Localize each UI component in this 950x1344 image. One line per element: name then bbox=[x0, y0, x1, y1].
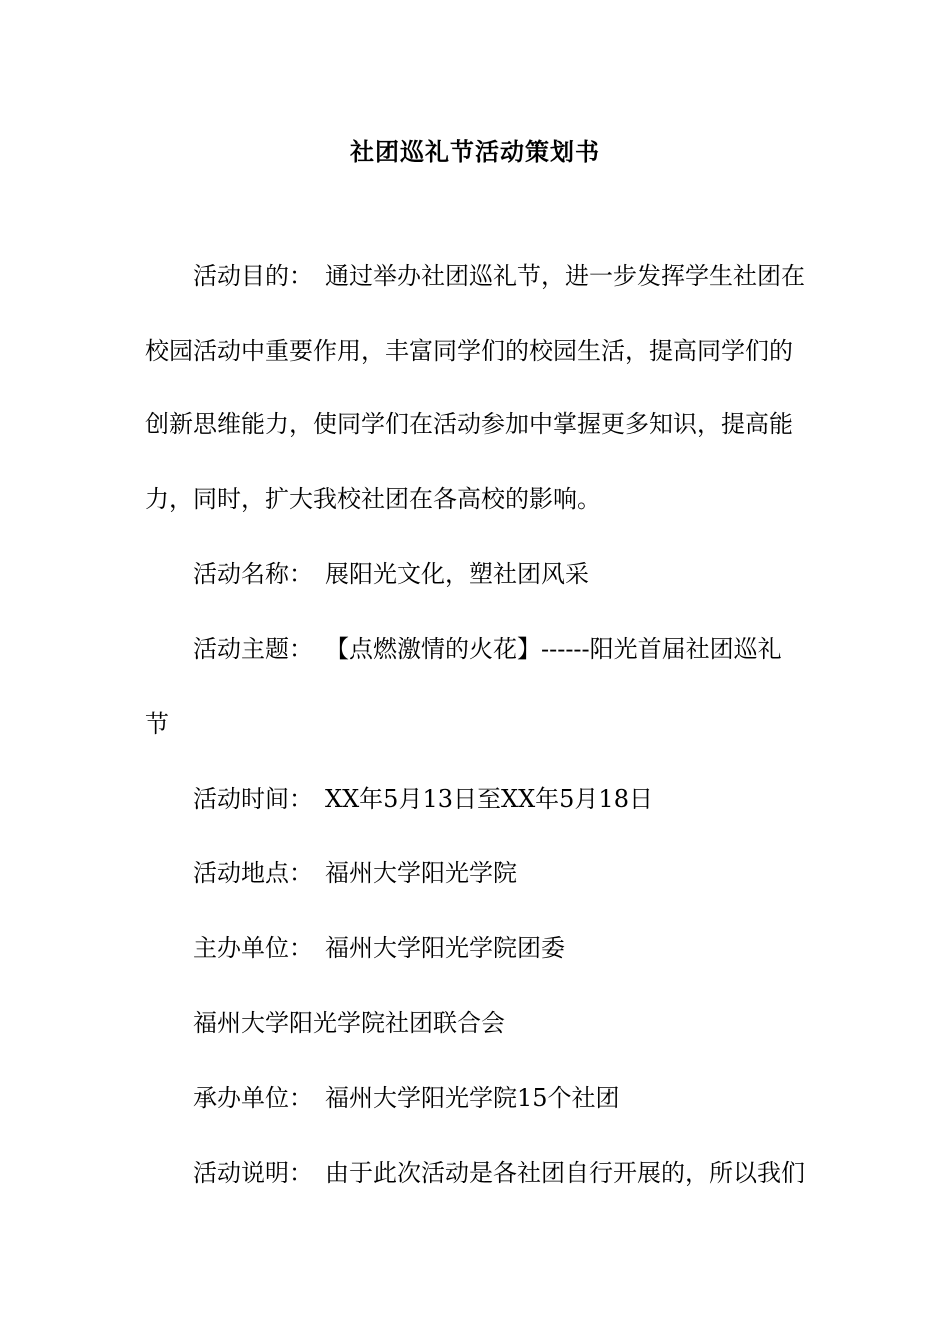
location-line bbox=[193, 855, 873, 891]
purpose-line-3: 创新思维能力，使同学们在活动参加中掌握更多知识，提高能 bbox=[145, 410, 793, 438]
name-value: 展阳光文化，塑社团风采 bbox=[325, 560, 589, 588]
location-value: 福州大学阳光学院 bbox=[325, 859, 517, 887]
purpose-line-4: 力，同时，扩大我校社团在各高校的影响。 bbox=[145, 485, 601, 513]
time-label: 活动时间： bbox=[193, 785, 313, 813]
description-line-1 bbox=[193, 1155, 873, 1191]
organizer-extra-line: 福州大学阳光学院社团联合会 bbox=[193, 1009, 505, 1037]
theme-line-1 bbox=[193, 631, 873, 667]
undertaker-label: 承办单位： bbox=[193, 1084, 313, 1112]
purpose-label: 活动目的： bbox=[193, 262, 313, 290]
name-line bbox=[193, 556, 873, 592]
location-label: 活动地点： bbox=[193, 859, 313, 887]
undertaker-value: 福州大学阳光学院15个社团 bbox=[325, 1084, 620, 1112]
purpose-line-1 bbox=[193, 258, 873, 294]
time-line bbox=[193, 781, 873, 817]
theme-line-2: 节 bbox=[145, 710, 169, 738]
description-text-1: 由于此次活动是各社团自行开展的，所以我们 bbox=[325, 1159, 805, 1187]
organizer-label: 主办单位： bbox=[193, 934, 313, 962]
undertaker-line bbox=[193, 1080, 873, 1116]
purpose-line-2: 校园活动中重要作用，丰富同学们的校园生活，提高同学们的 bbox=[145, 337, 793, 365]
organizer-line bbox=[193, 930, 873, 966]
name-label: 活动名称： bbox=[193, 560, 313, 588]
time-value: XX年5月13日至XX年5月18日 bbox=[325, 785, 653, 813]
document-title: 社团巡礼节活动策划书 bbox=[350, 137, 600, 166]
theme-label: 活动主题： bbox=[193, 635, 313, 663]
description-label: 活动说明： bbox=[193, 1159, 313, 1187]
organizer-value: 福州大学阳光学院团委 bbox=[325, 934, 565, 962]
theme-text-1: 【点燃激情的火花】------阳光首届社团巡礼 bbox=[325, 635, 782, 663]
purpose-text-1: 通过举办社团巡礼节，进一步发挥学生社团在 bbox=[325, 262, 805, 290]
